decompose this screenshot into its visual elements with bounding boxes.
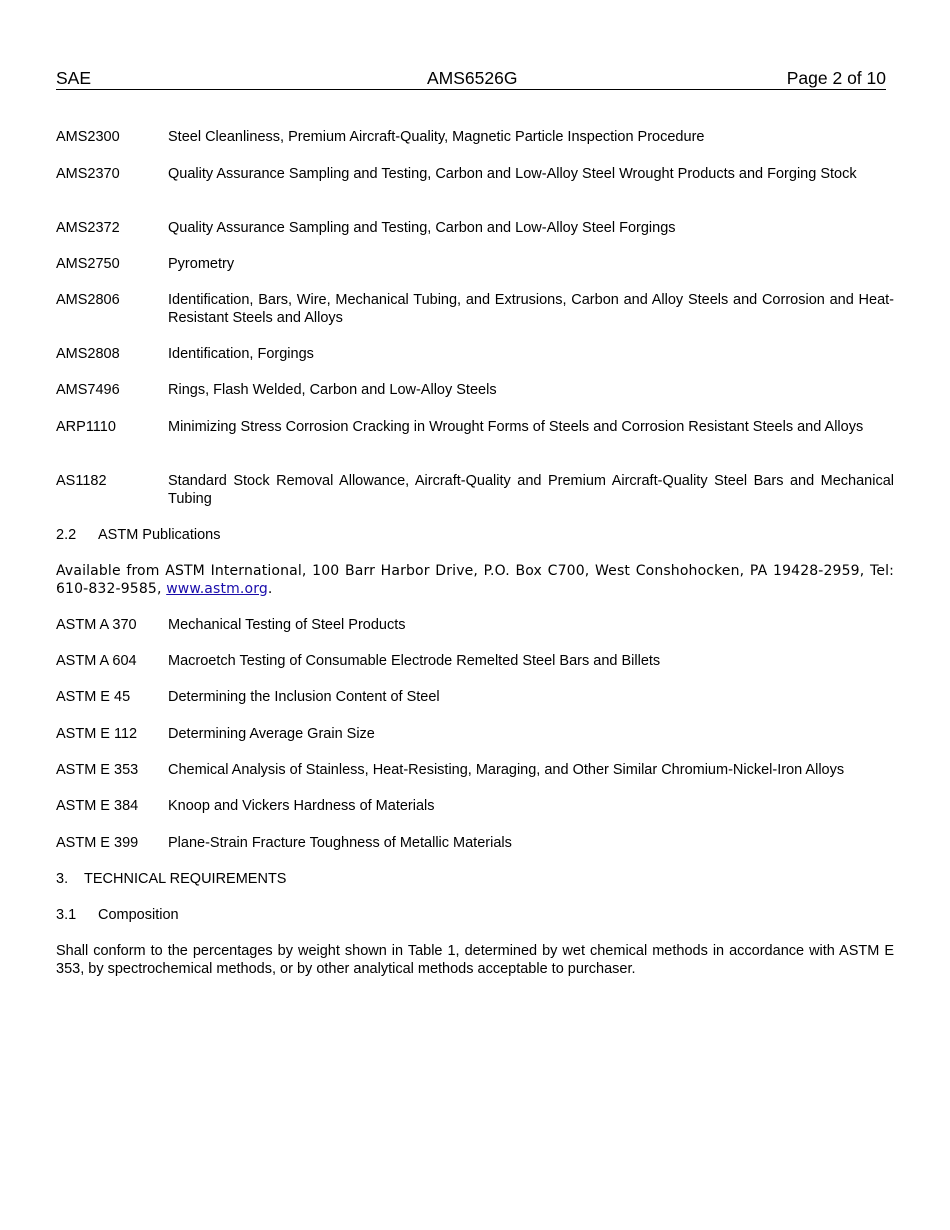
reference-item: [56, 419, 894, 437]
reference-item: [56, 653, 894, 671]
reference-title: Quality Assurance Sampling and Testing, Carbon and Low-Alloy Steel Wrought Products and Forging Stock: [168, 166, 857, 182]
reference-code: AMS2370: [56, 166, 120, 182]
section-heading-2-2: [56, 527, 894, 545]
header-org: SAE: [56, 68, 92, 88]
astm-website-link[interactable]: www.astm.org: [166, 580, 268, 597]
reference-code: ASTM E 45: [56, 689, 131, 705]
reference-item: [56, 292, 894, 327]
reference-code: ASTM A 604: [56, 653, 137, 669]
reference-code: ASTM A 370: [56, 617, 137, 633]
reference-title: Rings, Flash Welded, Carbon and Low-Alloy Steels: [168, 382, 497, 398]
reference-code: AMS2808: [56, 346, 120, 362]
reference-title: Minimizing Stress Corrosion Cracking in Wrought Forms of Steels and Corrosion Resistant Steels and Alloys: [168, 419, 864, 435]
reference-item: [56, 256, 894, 274]
reference-title: Macroetch Testing of Consumable Electrode Remelted Steel Bars and Billets: [168, 653, 661, 669]
reference-code: AS1182: [56, 473, 107, 489]
reference-item: [56, 726, 894, 744]
reference-item: [56, 762, 894, 780]
reference-item: [56, 835, 894, 853]
reference-title: Identification, Bars, Wire, Mechanical Tubing, and Extrusions, Carbon and Alloy Steels and Corrosion and Heat-Resistant Steels and Alloys: [168, 292, 894, 326]
section-number: 3.1: [56, 907, 77, 923]
reference-title: Mechanical Testing of Steel Products: [168, 617, 406, 633]
reference-code: AMS2300: [56, 129, 120, 145]
reference-code: ASTM E 384: [56, 798, 139, 814]
reference-title: Pyrometry: [168, 256, 235, 272]
reference-code: AMS2750: [56, 256, 120, 272]
availability-period: .: [267, 580, 273, 597]
reference-item: [56, 689, 894, 707]
section-title: ASTM Publications: [98, 527, 221, 543]
section-heading-3-1: [56, 907, 894, 925]
section-number: 2.2: [56, 527, 77, 543]
reference-title: Chemical Analysis of Stainless, Heat-Resisting, Maraging, and Other Similar Chromium-Nickel-Iron Alloys: [168, 762, 845, 778]
page-header: [56, 67, 886, 90]
section-title: Composition: [98, 907, 179, 923]
reference-title: Quality Assurance Sampling and Testing, Carbon and Low-Alloy Steel Forgings: [168, 220, 676, 236]
reference-title: Identification, Forgings: [168, 346, 314, 362]
reference-item: [56, 166, 894, 184]
reference-code: ARP1110: [56, 419, 116, 435]
reference-item: [56, 382, 894, 400]
reference-item: [56, 798, 894, 816]
availability-paragraph: [56, 563, 894, 598]
section-number: 3.: [56, 871, 69, 887]
reference-item: [56, 473, 894, 508]
reference-title: Determining the Inclusion Content of Steel: [168, 689, 440, 705]
reference-item: [56, 617, 894, 635]
reference-code: ASTM E 112: [56, 726, 138, 742]
reference-code: ASTM E 353: [56, 762, 139, 778]
reference-title: Steel Cleanliness, Premium Aircraft-Quality, Magnetic Particle Inspection Procedure: [168, 129, 705, 145]
reference-code: ASTM E 399: [56, 835, 139, 851]
reference-item: [56, 129, 894, 147]
reference-item: [56, 220, 894, 238]
composition-paragraph: Shall conform to the percentages by weight shown in Table 1, determined by wet chemical methods in accordance with ASTM E 353, by spectrochemical methods, or by other analytical methods acceptable to purchaser.: [56, 943, 894, 977]
reference-code: AMS2372: [56, 220, 120, 236]
reference-code: AMS7496: [56, 382, 120, 398]
section-heading-3: [56, 871, 894, 889]
reference-title: Knoop and Vickers Hardness of Materials: [168, 798, 435, 814]
reference-item: [56, 346, 894, 364]
reference-title: Determining Average Grain Size: [168, 726, 375, 742]
reference-title: Standard Stock Removal Allowance, Aircraft-Quality and Premium Aircraft-Quality Steel Bars and Mechanical Tubing: [168, 473, 894, 507]
reference-code: AMS2806: [56, 292, 120, 308]
header-page-number: Page 2 of 10: [786, 68, 886, 88]
reference-title: Plane-Strain Fracture Toughness of Metallic Materials: [168, 835, 512, 851]
header-doc-number: AMS6526G: [427, 68, 518, 88]
availability-text: Available from ASTM International, 100 Barr Harbor Drive, P.O. Box C700, West Conshohocken, PA 19428-2959, Tel: 610-832-9585,: [56, 563, 894, 597]
section-title: TECHNICAL REQUIREMENTS: [84, 871, 287, 887]
